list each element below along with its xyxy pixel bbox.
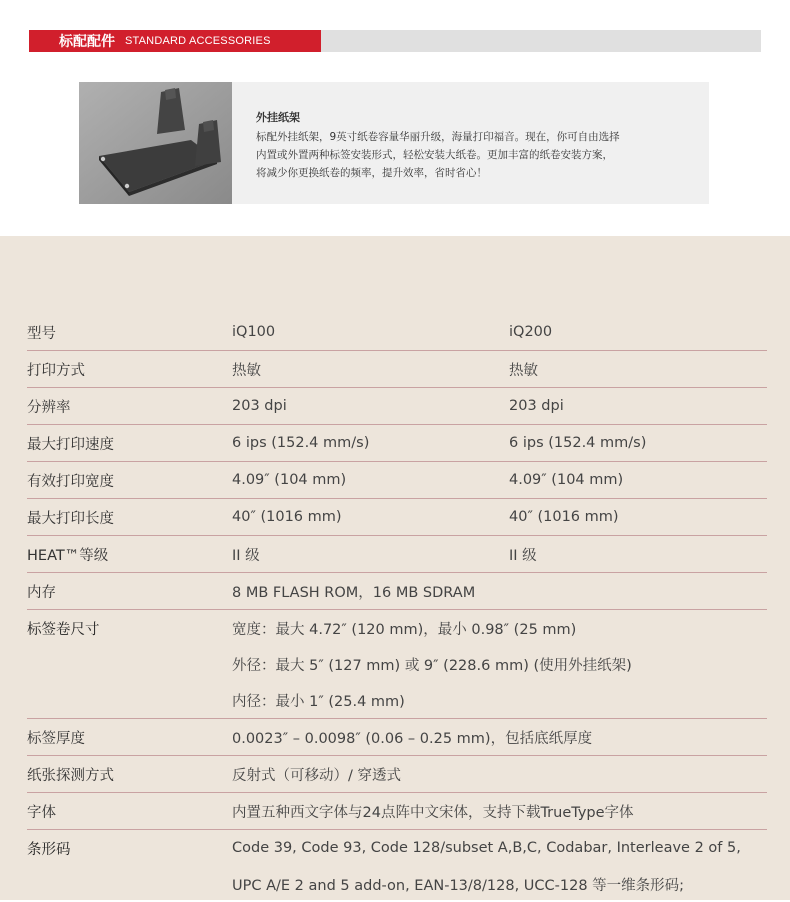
spec-label: 字体 — [27, 804, 56, 821]
section-header — [29, 30, 321, 52]
accessory-desc-line: 将减少你更换纸卷的频率，提升效率，省时省心！ — [256, 167, 487, 179]
spec-label: 分辨率 — [27, 399, 71, 416]
spec-value: 0.0023″ – 0.0098″ (0.06 – 0.25 mm)，包括底纸厚度 — [232, 730, 593, 747]
spec-value-iq100: 40″ (1016 mm) — [232, 509, 342, 525]
spec-label: 条形码 — [27, 841, 71, 858]
accessory-title: 外挂纸架 — [256, 111, 300, 124]
spec-table — [27, 314, 767, 902]
spec-value-iq200: 热敏 — [509, 362, 538, 379]
spec-row-model — [27, 314, 767, 351]
spec-row-barcodes — [27, 830, 767, 902]
section-title-en: STANDARD ACCESSORIES — [125, 35, 271, 47]
accessory-desc-line: 内置或外置两种标签安装形式，轻松安装大纸卷。更加丰富的纸卷安装方案， — [256, 149, 613, 161]
section-title-cn: 标配配件 — [59, 34, 115, 50]
spec-value-iq200: iQ200 — [509, 324, 553, 340]
spec-label: 最大打印速度 — [27, 436, 114, 453]
spec-label: 纸张探测方式 — [27, 767, 114, 784]
spec-value-iq200: II 级 — [509, 547, 537, 564]
spec-label: 型号 — [27, 325, 56, 342]
spec-label: 内存 — [27, 584, 56, 601]
spec-value-iq200: 40″ (1016 mm) — [509, 509, 619, 525]
spec-value-iq200: 203 dpi — [509, 398, 564, 414]
spec-label: 标签卷尺寸 — [27, 621, 100, 638]
spec-row-print-method — [27, 351, 767, 388]
spec-row-print-width — [27, 462, 767, 499]
spec-value-iq100: 热敏 — [232, 362, 261, 379]
spec-row-sensor — [27, 756, 767, 793]
spec-row-label-thickness — [27, 719, 767, 756]
spec-row-memory — [27, 573, 767, 610]
spec-value-line: UPC A/E 2 and 5 add-on, EAN-13/8/128, UCC-128 等一维条形码; — [232, 877, 685, 894]
spec-label: HEAT™等级 — [27, 547, 109, 564]
spec-value-line: Code 39, Code 93, Code 128/subset A,B,C, Codabar, Interleave 2 of 5, — [232, 840, 741, 856]
spec-value-iq200: 4.09″ (104 mm) — [509, 472, 624, 488]
spec-value: 8 MB FLASH ROM，16 MB SDRAM — [232, 584, 476, 601]
spec-value-iq100: 6 ips (152.4 mm/s) — [232, 435, 370, 451]
accessory-card — [79, 82, 709, 204]
accessory-desc-line: 标配外挂纸架，9英寸纸卷容量华丽升级，海量打印福音。现在，你可自由选择 — [256, 131, 620, 143]
spec-value-iq200: 6 ips (152.4 mm/s) — [509, 435, 647, 451]
spec-label: 打印方式 — [27, 362, 85, 379]
spec-row-max-speed — [27, 425, 767, 462]
spec-row-fonts — [27, 793, 767, 830]
spec-value: 内置五种西文字体与24点阵中文宋体，支持下载TrueType字体 — [232, 804, 634, 821]
spec-value-iq100: II 级 — [232, 547, 260, 564]
spec-value-iq100: 203 dpi — [232, 398, 287, 414]
spec-label: 标签厚度 — [27, 730, 85, 747]
paper-holder-image — [79, 82, 232, 204]
spec-label: 最大打印长度 — [27, 510, 114, 527]
spec-value-line: 内径：最小 1″ (25.4 mm) — [232, 693, 405, 710]
spec-row-resolution — [27, 388, 767, 425]
spec-value-iq100: iQ100 — [232, 324, 276, 340]
accessory-text — [256, 110, 696, 182]
spec-value-line: 宽度：最大 4.72″ (120 mm)，最小 0.98″ (25 mm) — [232, 621, 577, 638]
spec-row-heat-level — [27, 536, 767, 573]
accessories-section — [0, 0, 790, 236]
spec-row-print-length — [27, 499, 767, 536]
spec-row-label-roll-size — [27, 610, 767, 719]
spec-value-line: 外径：最大 5″ (127 mm) 或 9″ (228.6 mm) (使用外挂纸架) — [232, 657, 632, 674]
spec-label: 有效打印宽度 — [27, 473, 114, 490]
spec-value: 反射式（可移动）/ 穿透式 — [232, 767, 401, 784]
spec-value-iq100: 4.09″ (104 mm) — [232, 472, 347, 488]
